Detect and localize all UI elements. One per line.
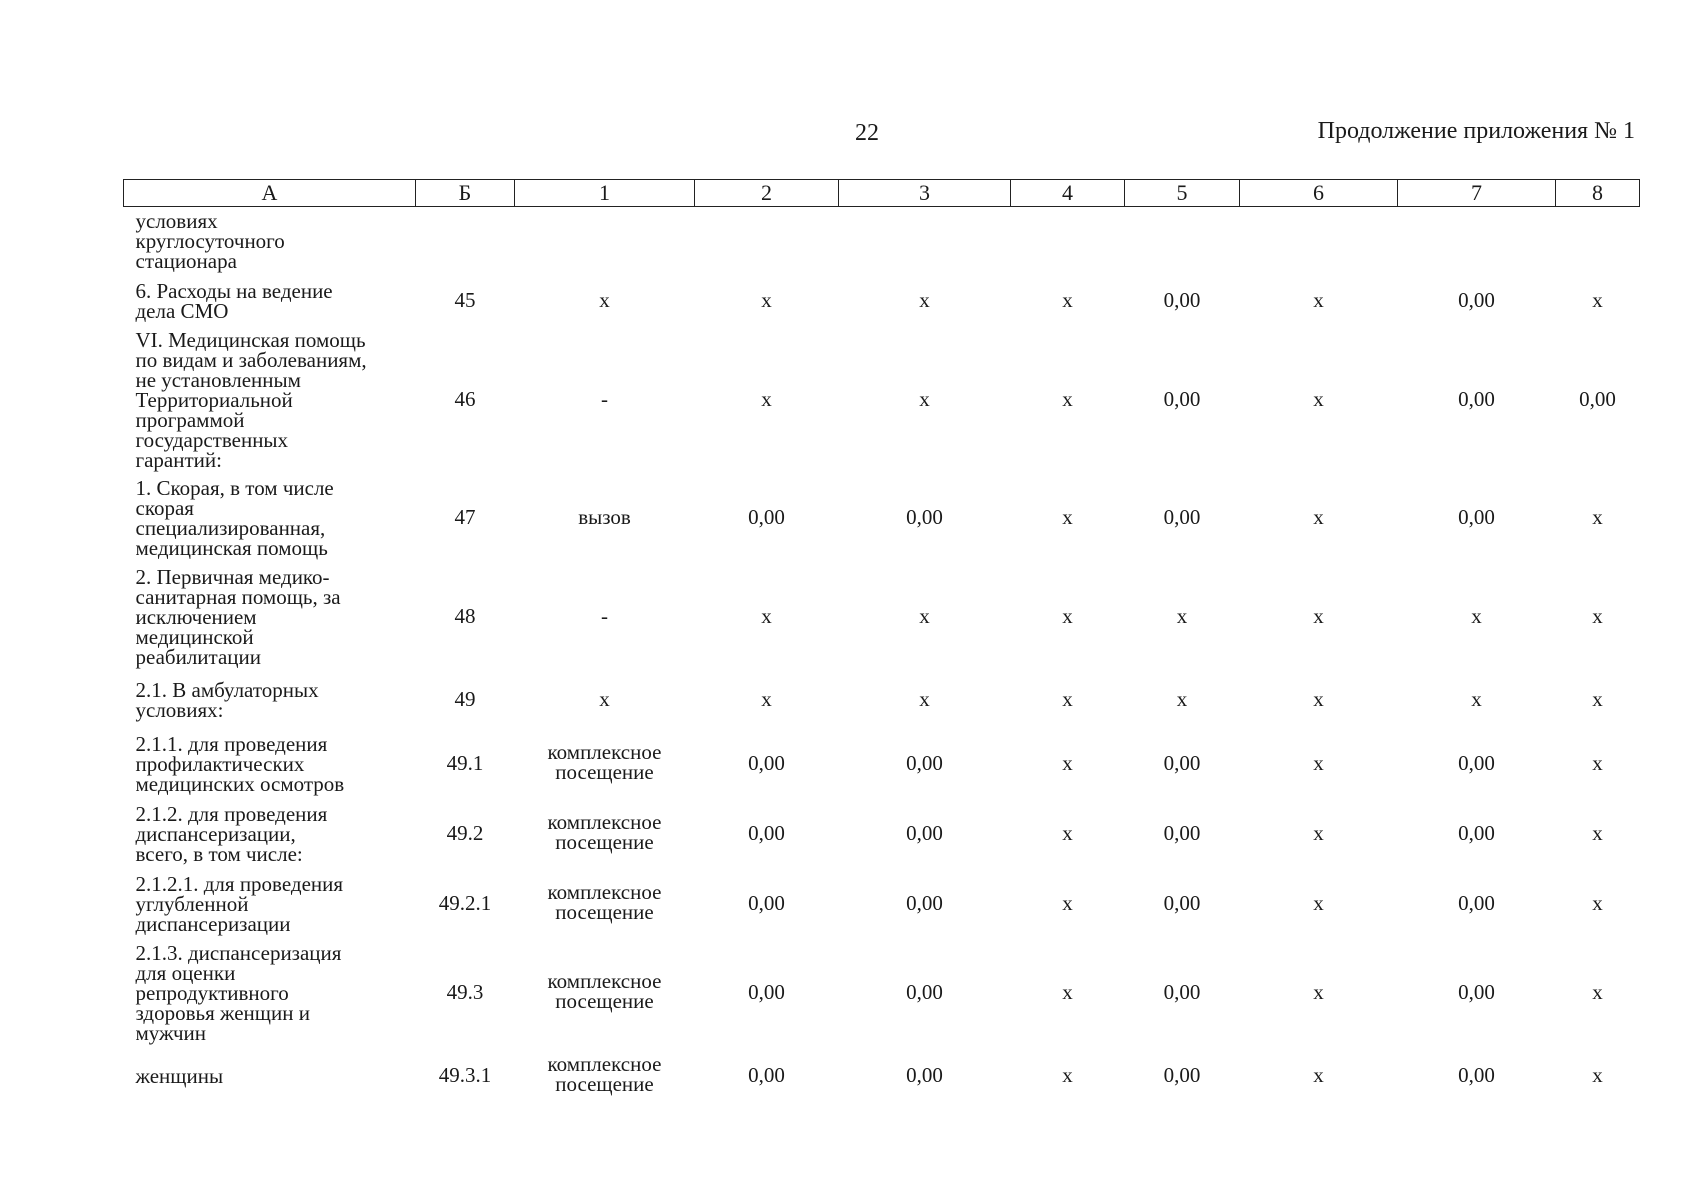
cell-value: 0,00 <box>1163 980 1201 1004</box>
table-cell <box>515 799 695 869</box>
row-code <box>416 671 515 729</box>
table-cell <box>1240 671 1398 729</box>
table-cell <box>695 729 839 799</box>
table-cell <box>1240 275 1398 327</box>
row-code <box>416 729 515 799</box>
cell-value: 0,00 <box>1458 980 1495 1004</box>
cell-value: 0,00 <box>1458 751 1495 775</box>
table-header-row <box>124 180 1640 207</box>
table-cell <box>695 275 839 327</box>
table-cell <box>1398 473 1556 563</box>
cell-value: х <box>1592 891 1603 915</box>
column-header: 3 <box>839 180 1011 207</box>
row-label-line: для оценки <box>135 960 236 985</box>
cell-value: х <box>1176 687 1188 711</box>
cell-value: 0,00 <box>906 1063 943 1087</box>
cell-value: х <box>1313 387 1324 411</box>
cell-value: 0,00 <box>1163 751 1201 775</box>
column-header: 6 <box>1240 180 1398 207</box>
row-label-line: диспансеризации <box>135 911 291 936</box>
row-label <box>124 473 416 563</box>
table-cell <box>695 473 839 563</box>
cell-value: х <box>1313 751 1324 775</box>
table-cell <box>515 939 695 1047</box>
table-cell <box>695 671 839 729</box>
row-label-line: по видам и заболеваниям, <box>135 347 367 372</box>
row-code <box>416 207 515 275</box>
row-label-line: Территориальной <box>135 387 293 412</box>
cell-value: 0,00 <box>1458 891 1495 915</box>
table-cell <box>1125 869 1240 939</box>
cell-value: 0,00 <box>1163 891 1201 915</box>
table-cell <box>1556 939 1640 1047</box>
cell-value: 0,00 <box>906 821 943 845</box>
cell-value: х <box>1313 1063 1324 1087</box>
column-header: Б <box>416 180 515 207</box>
table-cell <box>1011 939 1125 1047</box>
table-row <box>124 939 1640 1047</box>
cell-value: х <box>761 687 772 711</box>
cell-value: 0,00 <box>1458 505 1495 529</box>
row-label <box>124 869 416 939</box>
cell-value: 0,00 <box>906 891 943 915</box>
cell-value: х <box>1062 821 1073 845</box>
table-cell <box>515 275 695 327</box>
table-cell <box>1011 473 1125 563</box>
cell-value: 46 <box>454 387 476 411</box>
cell-value: х <box>761 604 772 628</box>
table-cell <box>1011 729 1125 799</box>
column-header: 1 <box>515 180 695 207</box>
table-cell <box>839 869 1011 939</box>
cell-value: 49.2 <box>446 821 484 845</box>
row-label <box>124 1047 416 1105</box>
row-label-line: стационара <box>135 248 237 273</box>
table-body <box>124 207 1640 1105</box>
table-cell <box>515 563 695 671</box>
cell-value: вызов <box>578 505 631 529</box>
table-cell <box>1398 563 1556 671</box>
table-cell <box>1556 729 1640 799</box>
row-code <box>416 799 515 869</box>
table-cell <box>1398 799 1556 869</box>
table-cell <box>1556 473 1640 563</box>
row-label-line: не установленным <box>135 367 301 392</box>
cell-value: х <box>1062 604 1073 628</box>
row-code <box>416 563 515 671</box>
table-cell <box>1240 207 1398 275</box>
table-cell <box>695 939 839 1047</box>
row-label-line: 1. Скорая, в том числе <box>135 475 334 500</box>
table-cell <box>515 729 695 799</box>
table-cell <box>1125 671 1240 729</box>
cell-value: 0,00 <box>1458 1063 1495 1087</box>
cell-value: х <box>919 604 930 628</box>
row-label-line: мужчин <box>135 1020 207 1045</box>
row-code <box>416 1047 515 1105</box>
row-label <box>124 563 416 671</box>
row-label-line: государственных <box>135 427 289 452</box>
cell-value: х <box>1062 505 1073 529</box>
row-label-line: гарантий: <box>135 447 222 472</box>
row-label <box>124 327 416 473</box>
row-label-line: санитарная помощь, за <box>135 584 341 609</box>
table-cell <box>1011 327 1125 473</box>
table-cell <box>1240 869 1398 939</box>
column-header: А <box>124 180 416 207</box>
table-cell <box>1240 327 1398 473</box>
cell-value: х <box>1313 821 1324 845</box>
row-label-line: профилактических <box>135 751 305 776</box>
table-cell <box>839 729 1011 799</box>
table-cell <box>515 207 695 275</box>
cell-value: комплексное посещение <box>547 810 662 854</box>
cell-value: х <box>1313 288 1324 312</box>
table-cell <box>1556 671 1640 729</box>
cell-value: х <box>1176 604 1188 628</box>
cell-value: комплексное посещение <box>547 969 662 1013</box>
cell-value: 49 <box>454 687 476 711</box>
table-cell <box>695 207 839 275</box>
table-cell <box>1240 729 1398 799</box>
cell-value: 49.1 <box>446 751 484 775</box>
table-cell <box>695 799 839 869</box>
table-cell <box>1125 1047 1240 1105</box>
table-cell <box>695 869 839 939</box>
cell-value: х <box>1062 387 1073 411</box>
row-label-line: медицинская помощь <box>135 535 328 560</box>
row-label-line: 2.1.2.1. для проведения <box>135 871 344 896</box>
table-cell <box>515 869 695 939</box>
cell-value: комплексное посещение <box>547 740 662 784</box>
cell-value: х <box>1313 505 1324 529</box>
table-cell <box>1125 729 1240 799</box>
row-label-line: условиях: <box>135 697 224 722</box>
cell-value: 47 <box>454 505 476 529</box>
table-cell <box>839 563 1011 671</box>
row-label-line: 6. Расходы на ведение <box>135 278 333 303</box>
cell-value: 0,00 <box>1163 505 1201 529</box>
table-cell <box>1398 671 1556 729</box>
row-label-line: медицинской <box>135 624 254 649</box>
cell-value: х <box>1592 288 1603 312</box>
table-cell <box>1011 869 1125 939</box>
table-row <box>124 327 1640 473</box>
table-cell <box>1556 327 1640 473</box>
table-cell <box>515 473 695 563</box>
cell-value: 0,00 <box>906 505 943 529</box>
table-row <box>124 207 1640 275</box>
cell-value: х <box>1592 821 1603 845</box>
table-cell <box>839 327 1011 473</box>
column-header: 2 <box>695 180 839 207</box>
table-cell <box>1398 275 1556 327</box>
cell-value: х <box>1471 604 1482 628</box>
column-header: 5 <box>1125 180 1240 207</box>
row-label-line: реабилитации <box>135 644 262 669</box>
row-label-line: медицинских осмотров <box>135 771 345 796</box>
cell-value: х <box>599 687 610 711</box>
row-code <box>416 275 515 327</box>
table-cell <box>515 1047 695 1105</box>
cell-value: - <box>601 387 608 411</box>
table-cell <box>1011 275 1125 327</box>
table-cell <box>839 275 1011 327</box>
cell-value: 0,00 <box>1163 387 1201 411</box>
table-cell <box>839 799 1011 869</box>
table-cell <box>1398 1047 1556 1105</box>
cell-value: 0,00 <box>748 751 785 775</box>
row-label-line: диспансеризации, <box>135 821 296 846</box>
row-label-line: исключением <box>135 604 257 629</box>
cell-value: х <box>1471 687 1482 711</box>
cell-value: х <box>1592 980 1603 1004</box>
row-code <box>416 939 515 1047</box>
cell-value: х <box>761 387 772 411</box>
table-cell <box>839 671 1011 729</box>
row-label-line: женщины <box>135 1063 224 1088</box>
column-header: 8 <box>1556 180 1640 207</box>
cell-value: 0,00 <box>1163 288 1201 312</box>
table-cell <box>1556 563 1640 671</box>
cell-value: х <box>1313 604 1324 628</box>
row-label-line: углубленной <box>135 891 249 916</box>
cell-value: х <box>919 687 930 711</box>
cell-value: 0,00 <box>906 980 943 1004</box>
table-cell <box>1240 939 1398 1047</box>
table-cell <box>695 1047 839 1105</box>
row-label-line: репродуктивного <box>135 980 289 1005</box>
table-cell <box>1011 671 1125 729</box>
column-header: 4 <box>1011 180 1125 207</box>
cell-value: х <box>761 288 772 312</box>
row-label-line: 2.1. В амбулаторных <box>135 677 319 702</box>
table-cell <box>515 327 695 473</box>
cell-value: 0,00 <box>1579 387 1616 411</box>
cell-value: - <box>601 604 608 628</box>
cell-value: х <box>599 288 610 312</box>
table-cell <box>839 207 1011 275</box>
row-label-line: круглосуточного <box>135 228 285 253</box>
table-cell <box>1556 275 1640 327</box>
row-label <box>124 275 416 327</box>
cell-value: 0,00 <box>748 980 785 1004</box>
column-header: 7 <box>1398 180 1556 207</box>
table-cell <box>1125 207 1240 275</box>
table-cell <box>839 473 1011 563</box>
table-row <box>124 1047 1640 1105</box>
cell-value: 45 <box>454 288 476 312</box>
table-row <box>124 869 1640 939</box>
cell-value: 0,00 <box>1163 821 1201 845</box>
cell-value: 48 <box>454 604 476 628</box>
cell-value: х <box>1313 687 1324 711</box>
cell-value: 49.2.1 <box>438 891 492 915</box>
table-cell <box>1398 327 1556 473</box>
row-label <box>124 671 416 729</box>
row-label-line: 2.1.3. диспансеризация <box>135 940 342 965</box>
table-cell <box>1011 563 1125 671</box>
cell-value: 0,00 <box>906 751 943 775</box>
cell-value: 0,00 <box>748 505 785 529</box>
cell-value: х <box>1062 288 1073 312</box>
row-code <box>416 473 515 563</box>
table-cell <box>1125 563 1240 671</box>
cell-value: х <box>1592 751 1603 775</box>
table-cell <box>1125 473 1240 563</box>
row-label-line: VI. Медицинская помощь <box>135 327 366 352</box>
table-cell <box>1556 799 1640 869</box>
row-code <box>416 327 515 473</box>
table-row <box>124 671 1640 729</box>
table-cell <box>839 1047 1011 1105</box>
table-row <box>124 275 1640 327</box>
row-label-line: 2. Первичная медико- <box>135 564 330 589</box>
cell-value: х <box>1313 980 1324 1004</box>
cell-value: комплексное посещение <box>547 880 662 924</box>
table-row <box>124 799 1640 869</box>
table-cell <box>1011 1047 1125 1105</box>
table-cell <box>1011 799 1125 869</box>
cell-value: 49.3.1 <box>438 1063 492 1087</box>
cell-value: х <box>1592 1063 1603 1087</box>
table-cell <box>1556 1047 1640 1105</box>
row-label-line: специализированная, <box>135 515 326 540</box>
cell-value: 0,00 <box>1458 288 1495 312</box>
cell-value: х <box>1313 891 1324 915</box>
table-cell <box>1398 869 1556 939</box>
table-cell <box>1240 799 1398 869</box>
row-label-line: 2.1.1. для проведения <box>135 731 328 756</box>
row-label <box>124 939 416 1047</box>
cell-value: 0,00 <box>748 1063 785 1087</box>
row-label-line: 2.1.2. для проведения <box>135 801 328 826</box>
cell-value: 0,00 <box>1458 821 1495 845</box>
appendix-note: Продолжение приложения № 1 <box>1317 118 1635 144</box>
row-label-line: всего, в том числе: <box>135 841 303 866</box>
cell-value: 49.3 <box>446 980 484 1004</box>
table-cell <box>1398 939 1556 1047</box>
cell-value: х <box>1062 980 1073 1004</box>
cell-value: х <box>1062 751 1073 775</box>
table-cell <box>1398 729 1556 799</box>
row-label <box>124 729 416 799</box>
row-label <box>124 799 416 869</box>
cell-value: х <box>1592 687 1603 711</box>
table-cell <box>1240 473 1398 563</box>
table-row <box>124 473 1640 563</box>
table-row <box>124 563 1640 671</box>
cell-value: х <box>919 288 930 312</box>
cell-value: х <box>1062 891 1073 915</box>
table-cell <box>1556 207 1640 275</box>
data-table <box>123 179 1640 1105</box>
table-cell <box>1125 275 1240 327</box>
table-row <box>124 729 1640 799</box>
table-cell <box>839 939 1011 1047</box>
page-number: 22 <box>855 120 879 146</box>
cell-value: х <box>1062 1063 1073 1087</box>
table-cell <box>695 563 839 671</box>
table-cell <box>1125 327 1240 473</box>
cell-value: х <box>919 387 930 411</box>
cell-value: х <box>1592 505 1603 529</box>
table-cell <box>1398 207 1556 275</box>
cell-value: 0,00 <box>1458 387 1495 411</box>
cell-value: х <box>1062 687 1073 711</box>
cell-value: х <box>1592 604 1603 628</box>
table-cell <box>515 671 695 729</box>
table-cell <box>1240 563 1398 671</box>
table-cell <box>1125 939 1240 1047</box>
cell-value: 0,00 <box>1163 1063 1201 1087</box>
cell-value: 0,00 <box>748 891 785 915</box>
row-label-line: условиях <box>135 208 218 233</box>
row-code <box>416 869 515 939</box>
table-cell <box>1125 799 1240 869</box>
table-cell <box>695 327 839 473</box>
row-label-line: дела СМО <box>135 298 229 323</box>
table-cell <box>1011 207 1125 275</box>
row-label-line: здоровья женщин и <box>135 1000 310 1025</box>
row-label <box>124 207 416 275</box>
cell-value: 0,00 <box>748 821 785 845</box>
row-label-line: скорая <box>135 495 194 520</box>
table-cell <box>1240 1047 1398 1105</box>
table-cell <box>1556 869 1640 939</box>
cell-value: комплексное посещение <box>547 1052 662 1096</box>
row-label-line: программой <box>135 407 245 432</box>
